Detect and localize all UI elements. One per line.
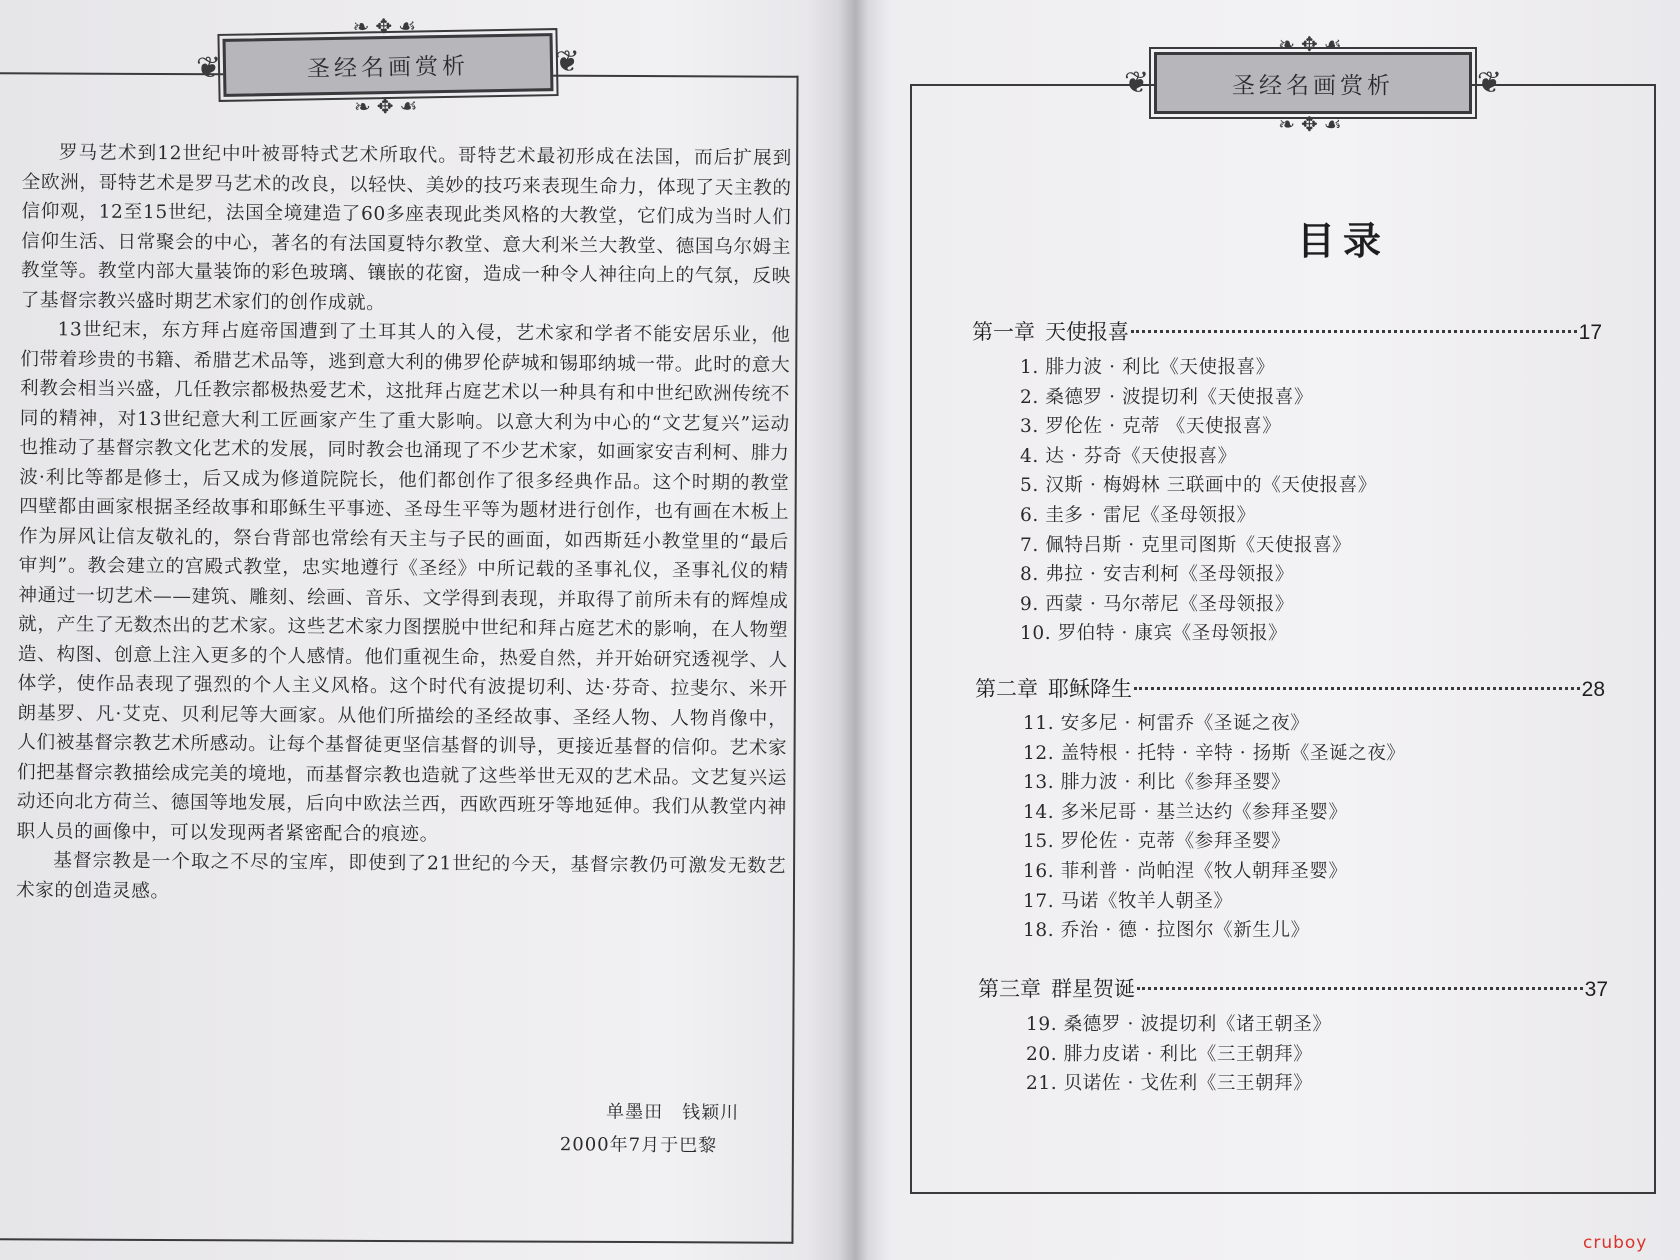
signature (560, 1095, 781, 1163)
crest-ornament-bottom-icon: ❧✥☙ (353, 93, 424, 119)
scroll-ornament-right-icon: ❦ (1476, 65, 1502, 101)
chapter-page: 37 (1584, 978, 1608, 1001)
chapter-label: 第三章 (978, 977, 1041, 1001)
toc-entry[interactable]: 7. 佩特吕斯 · 克里司图斯《天使报喜》 (1020, 534, 1352, 556)
leader-dots (1137, 987, 1583, 990)
toc-entry[interactable]: 18. 乔治 · 德 · 拉图尔《新生儿》 (1023, 920, 1310, 942)
toc-entry-list (1026, 1010, 1331, 1099)
book-gutter (838, 0, 868, 1260)
chapter-name: 群星贺诞 (1051, 977, 1135, 1001)
toc-entry[interactable]: 5. 汉斯 · 梅姆林 三联画中的《天使报喜》 (1020, 475, 1377, 497)
chapter-name: 天使报喜 (1045, 320, 1129, 344)
toc-entry[interactable]: 20. 腓力皮诺 · 利比《三王朝拜》 (1026, 1043, 1313, 1065)
crest-ornament-icon: ❧✥☙ (1278, 32, 1348, 56)
toc-entry[interactable]: 8. 弗拉 · 安吉利柯《圣母领报》 (1020, 564, 1294, 586)
left-page-header (195, 13, 581, 119)
toc-entry[interactable]: 19. 桑德罗 · 波提切利《诸王朝圣》 (1026, 1014, 1332, 1035)
chapter-page: 17 (1578, 321, 1602, 344)
header-plaque: 圣经名画赏析 (1154, 52, 1472, 114)
leader-dots (1134, 687, 1580, 690)
toc-entry[interactable]: 6. 圭多 · 雷尼《圣母领报》 (1020, 504, 1256, 526)
scroll-ornament-right-icon: ❦ (554, 44, 581, 80)
right-page-header (1124, 32, 1502, 136)
toc-chapter[interactable] (975, 673, 1605, 703)
toc-entry[interactable]: 10. 罗伯特 · 康宾《圣母领报》 (1020, 623, 1288, 645)
toc-entry[interactable]: 14. 多米尼哥 · 基兰达约《参拜圣婴》 (1023, 801, 1348, 823)
chapter-page: 28 (1581, 678, 1605, 701)
paragraph: 基督宗教是一个取之不尽的宝库，即使到了21世纪的今天，基督宗教仍可激发无数艺术家的创造灵感。 (16, 850, 787, 902)
toc-entry[interactable]: 2. 桑德罗 · 波提切利《天使报喜》 (1020, 386, 1314, 408)
paragraph: 13世纪末，东方拜占庭帝国遭到了土耳其人的入侵，艺术家和学者不能安居乐业，他们带着珍贵的书籍、希腊艺术品等，逃到意大利的佛罗伦萨城和锡耶纳城一带。此时的意大利教会相当兴盛，几任教宗都极热爱艺术，这批拜占庭艺术以一种具有和中世纪欧洲传统不同的精神，对13世纪意大利工匠画家产生了重大影响。以意大利为中心的“文艺复兴”运动也推动了基督宗教文化艺术的发展，同时教会也涌现了不少艺术家，如画家安吉利柯、腓力波·利比等都是修士，后又成为修道院院长，他们都创作了很多经典作品。这个时期的教堂四壁都由画家根据圣经故事和耶稣生平事迹、圣母生平等为题材进行创作，也有画在木板上作为屏风让信友敬礼的，祭台背部也常绘有天主与子民的画面，如西斯廷小教堂里的“最后审判”。教会建立的宫殿式教堂，忠实地遵行《圣经》中所记载的圣事礼仪，圣事礼仪的精神通过一切艺术——建筑、雕刻、绘画、音乐、文学得到表现，并取得了前所未有的辉煌成就，产生了无数杰出的艺术家。这些艺术家力图摆脱中世纪和拜占庭艺术的影响，在人物塑造、构图、创意上注入更多的个人感情。他们重视生命，热爱自然，并开始研究透视学、人体学，使作品表现了强烈的个人主义风格。这个时代有波提切利、达·芬奇、拉斐尔、米开朗基罗、凡·艾克、贝利尼等大画家。从他们所描绘的圣经故事、圣经人物、人物肖像中，人们被基督宗教艺术所感动。让每个基督徒更坚信基督的训导，更接近基督的信仰。艺术家们把基督宗教描绘成完美的境地，而基督宗教也造就了这些举世无双的艺术品。文艺复兴运动还向北方荷兰、德国等地发展，后向中欧法兰西，西欧西班牙等地延伸。我们从教堂内神职人员的画像中，可以发现两者紧密配合的痕迹。 (16, 319, 791, 845)
crest-ornament-icon: ❧✥☙ (352, 13, 423, 39)
toc-entry[interactable]: 12. 盖特根 · 托特 · 辛特 · 扬斯《圣诞之夜》 (1023, 742, 1406, 764)
toc-entry[interactable]: 15. 罗伦佐 · 克蒂《参拜圣婴》 (1023, 831, 1291, 853)
toc-chapter[interactable] (978, 973, 1608, 1003)
toc-chapter[interactable] (972, 316, 1602, 346)
chapter-label: 第二章 (975, 677, 1038, 701)
toc-entry[interactable]: 1. 腓力波 · 利比《天使报喜》 (1020, 357, 1275, 378)
toc-entry[interactable]: 17. 马诺《牧羊人朝圣》 (1023, 890, 1233, 912)
toc-entry[interactable]: 21. 贝诺佐 · 戈佐利《三王朝拜》 (1026, 1073, 1313, 1095)
toc-entry[interactable]: 3. 罗伦佐 · 克蒂 《天使报喜》 (1020, 416, 1282, 438)
crest-ornament-bottom-icon: ❧✥☙ (1278, 112, 1348, 136)
watermark: cruboy (1583, 1233, 1648, 1253)
toc-title: 目录 (1296, 219, 1389, 263)
leader-dots (1131, 330, 1577, 333)
scroll-ornament-left-icon: ❦ (1124, 65, 1150, 101)
paragraph: 罗马艺术到12世纪中叶被哥特式艺术所取代。哥特艺术最初形成在法国，而后扩展到全欧洲，哥特艺术是罗马艺术的改良，以轻快、美妙的技巧来表现生命力，体现了天主教的信仰观，12至15世纪，法国全境建造了60多座表现此类风格的大教堂，它们成为当时人们信仰生活、日常聚会的中心，著名的有法国夏特尔教堂、意大利米兰大教堂、德国乌尔姆主教堂等。教堂内部大量装饰的彩色玻璃、镶嵌的花窗，造成一种令人神往向上的气氛，反映了基督宗教兴盛时期艺术家们的创作成就。 (20, 142, 792, 314)
chapter-name: 耶稣降生 (1048, 677, 1132, 701)
signature-authors: 单墨田 钱颖川 (606, 1101, 740, 1124)
signature-date: 2000年7月于巴黎 (559, 1134, 718, 1157)
toc-entry[interactable]: 4. 达 · 芬奇《天使报喜》 (1020, 445, 1237, 467)
toc-entry-list (1023, 709, 1406, 946)
toc-entry[interactable]: 9. 西蒙 · 马尔蒂尼《圣母领报》 (1020, 593, 1294, 615)
scroll-ornament-left-icon: ❦ (195, 50, 222, 86)
preface-text (16, 138, 792, 911)
chapter-label: 第一章 (972, 320, 1035, 344)
toc-entry[interactable]: 13. 腓力波 · 利比《参拜圣婴》 (1023, 772, 1291, 794)
header-plaque: 圣经名画赏析 (223, 33, 554, 97)
toc-entry[interactable]: 16. 菲利普 · 尚帕涅《牧人朝拜圣婴》 (1023, 860, 1348, 882)
toc-entry-list (1020, 353, 1377, 649)
toc-entry[interactable]: 11. 安多尼 · 柯雷乔《圣诞之夜》 (1023, 713, 1310, 734)
